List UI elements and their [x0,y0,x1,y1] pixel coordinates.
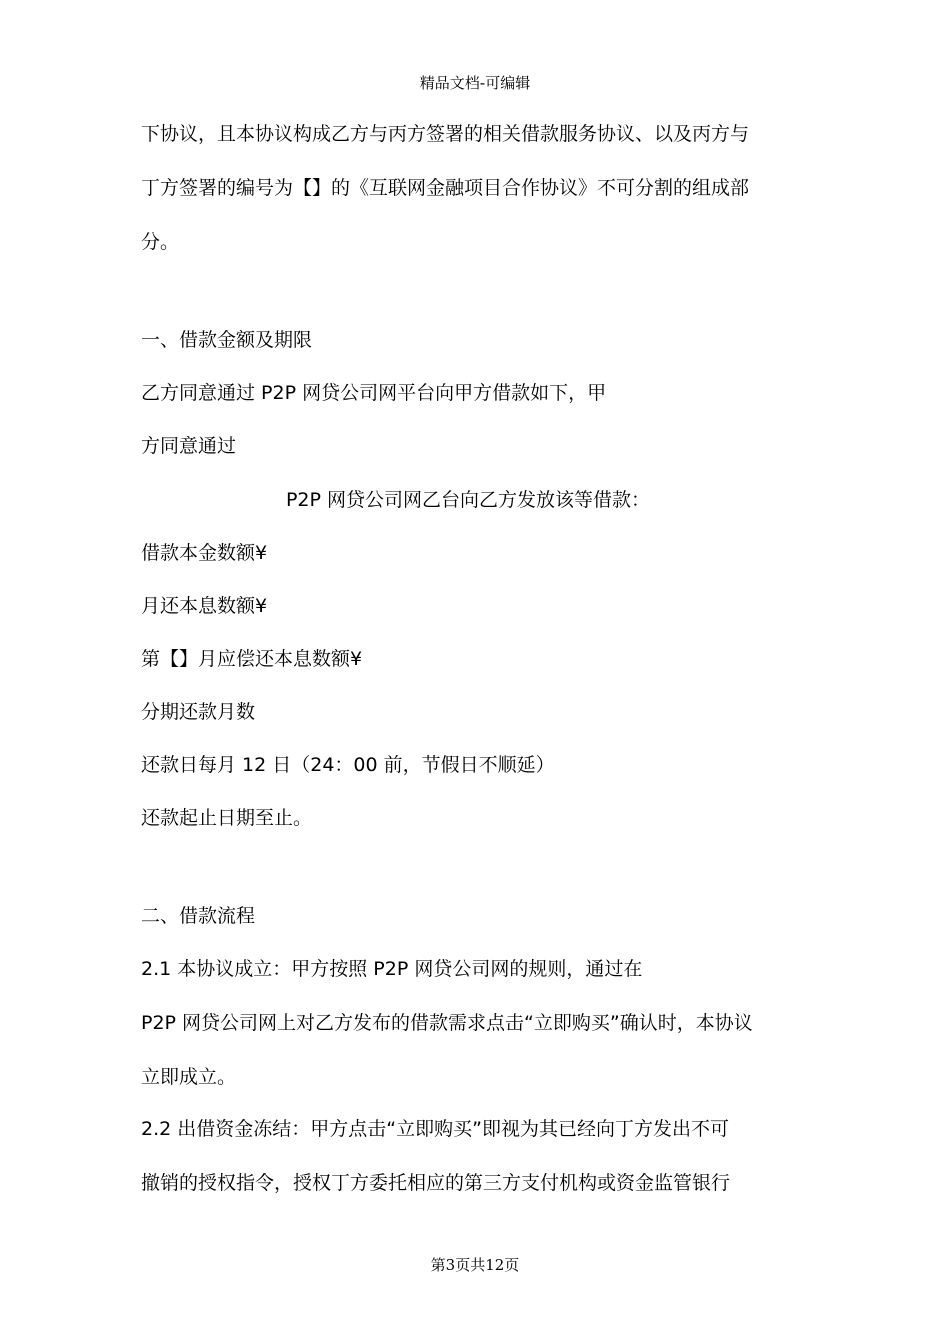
body-line: 丁方签署的编号为【】的《互联网金融项目合作协议》不可分割的组成部 [141,177,750,199]
section-heading: 一、借款金额及期限 [141,329,313,351]
body-line: 乙方同意通过 P2P 网贷公司网平台向甲方借款如下，甲 [141,382,607,404]
body-line: P2P 网贷公司网上对乙方发布的借款需求点击“立即购买”确认时，本协议 [141,1012,753,1034]
body-line: 借款本金数额¥ [141,542,268,564]
body-line: 还款起止日期至止。 [141,807,313,829]
section-heading: 二、借款流程 [141,905,256,927]
body-line: 2.2 出借资金冻结：甲方点击“立即购买”即视为其已经向丁方发出不可 [141,1118,729,1140]
body-line: 方同意通过 [141,435,237,457]
page-footer: 第3页共12页 [430,1256,520,1274]
body-line: 撤销的授权指令，授权丁方委托相应的第三方支付机构或资金监管银行 [141,1172,731,1194]
body-line: P2P 网贷公司网乙台向乙方发放该等借款： [285,489,650,511]
body-line: 下协议，且本协议构成乙方与丙方签署的相关借款服务协议、以及丙方与 [141,123,750,145]
body-line: 第【】月应偿还本息数额¥ [141,648,363,670]
body-line: 立即成立。 [141,1066,237,1088]
body-line: 分。 [141,231,180,253]
body-line: 还款日每月 12 日（24：00 前，节假日不顺延） [141,754,555,776]
body-line: 2.1 本协议成立：甲方按照 P2P 网贷公司网的规则，通过在 [141,958,643,980]
page-header: 精品文档-可编辑 [419,74,531,92]
body-line: 分期还款月数 [141,701,256,723]
body-line: 月还本息数额¥ [141,595,268,617]
